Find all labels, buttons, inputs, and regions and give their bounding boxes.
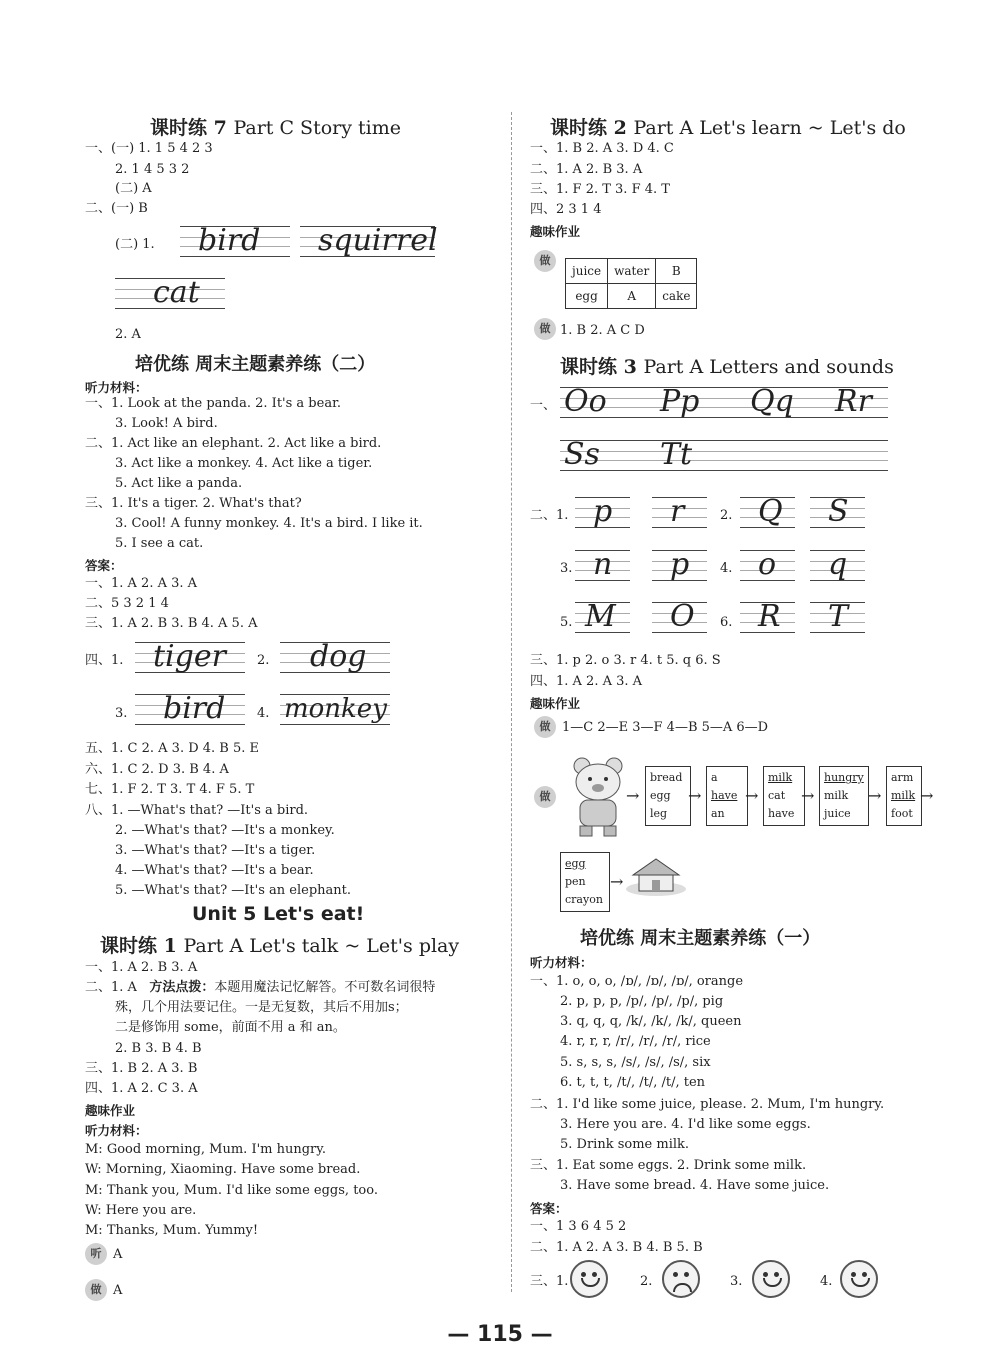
answer-line: 4. <box>720 561 733 576</box>
arrow-icon: → <box>745 786 759 805</box>
do-icon: 做 <box>85 1279 107 1301</box>
box-word: egg <box>650 789 671 802</box>
box-word: leg <box>650 807 668 820</box>
handwritten-letters: Tt <box>660 437 693 472</box>
house-icon <box>625 855 687 897</box>
handwriting-line <box>740 548 795 582</box>
script-line: 3. Cool! A funny monkey. 4. It's a bird. I like it. <box>115 516 423 531</box>
answers-label: 答案： <box>530 1201 568 1216</box>
answer-line: 5. <box>560 615 573 630</box>
handwriting-line <box>560 438 888 472</box>
script-line: 3. Here you are. 4. I'd like some eggs. <box>560 1117 811 1132</box>
heading-cn: 课时练 1 <box>100 935 177 957</box>
answer-line: 三、1. B 2. A 3. B <box>85 1061 198 1076</box>
word-grid <box>565 258 697 309</box>
box-word: pen <box>565 875 586 888</box>
answer-line: 四、1. <box>85 653 124 668</box>
section-heading: 培优练 周末主题素养练（一） <box>580 928 821 949</box>
section-heading <box>550 113 906 140</box>
script-line: 6. t, t, t, /t/, /t/, /t/, ten <box>560 1075 706 1090</box>
answer-line: 一、(一) 1. 1 5 4 2 3 <box>85 141 213 156</box>
answer-line: 6. <box>720 615 733 630</box>
handwritten-letters: Ss <box>564 437 600 472</box>
dialogue-line: M: Thanks, Mum. Yummy! <box>85 1223 259 1238</box>
script-line: 一、1. o, o, o, /ɒ/, /ɒ/, /ɒ/, orange <box>530 974 744 989</box>
handwritten-letters: Pp <box>660 384 700 419</box>
answer-line: 二、1. <box>530 508 569 523</box>
answer-line: 4. <box>257 706 270 721</box>
answer-line: 二、5 3 2 1 4 <box>85 596 169 611</box>
dialogue-line: W: Here you are. <box>85 1203 197 1218</box>
handwritten-letter: S <box>828 494 849 529</box>
answer-line: 3. <box>560 561 573 576</box>
word-box <box>819 766 869 826</box>
answer-line: 4. —What's that? —It's a bear. <box>115 863 314 878</box>
unit-title: Unit 5 Let's eat! <box>192 903 365 925</box>
answer-line: 二、(一) B <box>85 201 148 216</box>
word-box <box>706 766 748 826</box>
word-box <box>763 766 805 826</box>
listening-label: 听力材料： <box>85 1123 148 1138</box>
do-icon: 做 <box>534 250 556 272</box>
tip-label: 方法点拨： <box>149 980 215 995</box>
handwriting-line <box>300 223 438 258</box>
handwritten-letter: n <box>593 547 613 582</box>
handwritten-letter: o <box>758 547 777 582</box>
answer-line: 一、1. A 2. A 3. A <box>85 576 198 591</box>
handwriting-line <box>180 224 290 258</box>
arrow-icon: → <box>688 786 702 805</box>
answer-line: (二) A <box>115 181 152 196</box>
answer-line: 七、1. F 2. T 3. T 4. F 5. T <box>85 782 255 797</box>
script-line: 5. Drink some milk. <box>560 1137 690 1152</box>
grid-cell: cake <box>656 284 697 309</box>
handwriting-line <box>652 495 707 529</box>
sad-face-icon <box>662 1260 700 1298</box>
script-line: 3. Look! A bird. <box>115 416 218 431</box>
answer-line: 2. A <box>115 327 141 342</box>
handwritten-word: monkey <box>284 694 387 724</box>
handwriting-line <box>280 692 390 726</box>
handwritten-word: bird <box>163 691 226 726</box>
column-divider <box>511 112 512 1292</box>
grid-cell: water <box>608 259 656 284</box>
handwritten-word: squirrel <box>318 223 438 258</box>
box-word: have <box>768 807 795 820</box>
grid-cell: juice <box>566 259 608 284</box>
script-line: 二、1. I'd like some juice, please. 2. Mum, I'm hungry. <box>530 1097 885 1112</box>
answer-line: 八、1. —What's that? —It's a bird. <box>85 803 309 818</box>
handwritten-letter: R <box>758 599 781 634</box>
box-word: crayon <box>565 893 603 906</box>
heading-en: Part C Story time <box>233 117 401 139</box>
answer-line: 2. <box>640 1274 653 1289</box>
handwritten-letter: T <box>828 599 849 634</box>
smiley-face-icon <box>752 1260 790 1298</box>
grid-cell: A <box>608 284 656 309</box>
answer-line: 三、1. p 2. o 3. r 4. t 5. q 6. S <box>530 653 721 668</box>
script-line: 4. r, r, r, /r/, /r/, /r/, rice <box>560 1034 711 1049</box>
handwritten-word: bird <box>198 223 261 258</box>
answer-line: 一、1. B 2. A 3. D 4. C <box>530 141 674 156</box>
fun-homework-label: 趣味作业 <box>85 1103 136 1118</box>
heading-cn: 课时练 3 <box>560 356 637 378</box>
tip-text: 二是修饰用 some，前面不用 a 和 an。 <box>115 1020 346 1035</box>
handwriting-line <box>740 495 795 529</box>
do-icon: 做 <box>534 716 556 738</box>
handwriting-line <box>810 548 865 582</box>
answer-line: 2. 1 4 5 3 2 <box>115 162 190 177</box>
section-heading <box>150 113 401 140</box>
arrow-icon: → <box>920 786 934 805</box>
heading-cn: 课时练 2 <box>550 117 627 139</box>
heading-en: Part A Let's talk ~ Let's play <box>183 935 460 957</box>
section-heading <box>100 931 459 958</box>
listen-icon: 听 <box>85 1243 107 1265</box>
answer-line: 二、1. A 2. B 3. A <box>530 162 643 177</box>
word-box <box>886 766 922 826</box>
handwriting-line <box>740 600 795 634</box>
script-line: 一、1. Look at the panda. 2. It's a bear. <box>85 396 341 411</box>
answer-line: A <box>113 1283 123 1298</box>
dialogue-line: M: Thank you, Mum. I'd like some eggs, too. <box>85 1183 378 1198</box>
answer-line: 2. —What's that? —It's a monkey. <box>115 823 335 838</box>
answer-line: 三、1. <box>530 1274 569 1289</box>
script-line: 3. Act like a monkey. 4. Act like a tiger. <box>115 456 373 471</box>
heading-en: Part A Let's learn ~ Let's do <box>633 117 906 139</box>
handwriting-line <box>575 495 630 529</box>
handwriting-line <box>115 276 225 310</box>
handwritten-letter: Q <box>758 494 783 529</box>
script-line: 5. I see a cat. <box>115 536 204 551</box>
handwriting-line <box>560 385 888 419</box>
script-line: 3. q, q, q, /k/, /k/, /k/, queen <box>560 1014 742 1029</box>
box-word: arm <box>891 771 914 784</box>
word-box <box>645 766 691 826</box>
box-word: egg <box>565 857 586 870</box>
script-line: 5. s, s, s, /s/, /s/, /s/, six <box>560 1055 711 1070</box>
smiley-face-icon <box>840 1260 878 1298</box>
answer-line: 1—C 2—E 3—F 4—B 5—A 6—D <box>562 720 769 735</box>
fun-homework-label: 趣味作业 <box>530 224 581 239</box>
answer-line: 五、1. C 2. A 3. D 4. B 5. E <box>85 741 260 756</box>
box-word: have <box>711 789 738 802</box>
answer-line: 3. —What's that? —It's a tiger. <box>115 843 316 858</box>
answer-line: 3. <box>115 706 128 721</box>
handwritten-letter: r <box>670 494 685 529</box>
arrow-icon: → <box>801 786 815 805</box>
listening-label: 听力材料： <box>85 380 148 395</box>
script-line: 三、1. It's a tiger. 2. What's that? <box>85 496 302 511</box>
handwriting-line <box>652 600 707 634</box>
do-icon: 做 <box>534 318 556 340</box>
answer-line: 2. <box>257 653 270 668</box>
tip-text: 殊，几个用法要记住。一是无复数，其后不用加s； <box>115 1000 408 1015</box>
box-word: foot <box>891 807 913 820</box>
answer-line <box>85 980 435 996</box>
answer-line: 二、1. A 2. A 3. B 4. B 5. B <box>530 1240 703 1255</box>
script-line: 2. p, p, p, /p/, /p/, /p/, pig <box>560 994 724 1009</box>
heading-en: Part A Letters and sounds <box>643 356 894 378</box>
tip-text: 本题用魔法记忆解答。不可数名词很特 <box>214 980 436 995</box>
handwriting-line <box>575 600 630 634</box>
handwriting-line <box>280 640 390 674</box>
answer-line: 1. B 2. A C D <box>560 323 645 338</box>
answer-line: 三、1. F 2. T 3. F 4. T <box>530 182 670 197</box>
handwritten-letter: q <box>828 547 848 582</box>
script-line: 3. Have some bread. 4. Have some juice. <box>560 1178 830 1193</box>
handwriting-line <box>575 548 630 582</box>
listening-label: 听力材料： <box>530 955 593 970</box>
answer-line: (二) 1. <box>115 237 155 252</box>
handwriting-line <box>810 600 865 634</box>
handwritten-letter: M <box>585 599 616 634</box>
dialogue-line: W: Morning, Xiaoming. Have some bread. <box>85 1162 361 1177</box>
box-word: cat <box>768 789 786 802</box>
dialogue-line: M: Good morning, Mum. I'm hungry. <box>85 1142 327 1157</box>
grid-cell: egg <box>566 284 608 309</box>
answer-line: 四、1. A 2. C 3. A <box>85 1081 198 1096</box>
box-word: milk <box>824 789 849 802</box>
handwritten-letter: O <box>670 599 695 634</box>
section-heading: 培优练 周末主题素养练（二） <box>135 354 376 375</box>
page-number: — 115 — <box>447 1322 553 1347</box>
answer-line: 四、1. A 2. A 3. A <box>530 674 643 689</box>
handwritten-word: cat <box>153 275 200 310</box>
table-row <box>566 284 697 309</box>
smiley-face-icon <box>570 1260 608 1298</box>
box-word: a <box>711 771 718 784</box>
handwritten-letters: Rr <box>835 384 872 419</box>
heading-cn: 课时练 7 <box>150 117 227 139</box>
arrow-icon: → <box>626 786 640 805</box>
answer-text: 二、1. A <box>85 980 137 995</box>
answer-line: 一、1 3 6 4 5 2 <box>530 1219 627 1234</box>
answer-line: 一、1. A 2. B 3. A <box>85 960 198 975</box>
answer-line: 5. —What's that? —It's an elephant. <box>115 883 352 898</box>
do-icon: 做 <box>534 786 556 808</box>
handwritten-word: dog <box>310 639 367 674</box>
table-row <box>566 259 697 284</box>
box-word: an <box>711 807 725 820</box>
handwritten-word: tiger <box>153 639 226 674</box>
script-line: 三、1. Eat some eggs. 2. Drink some milk. <box>530 1158 807 1173</box>
box-word: hungry <box>824 771 864 784</box>
handwriting-line <box>810 495 865 529</box>
handwritten-letters: Oo <box>564 384 607 419</box>
answer-line: A <box>113 1247 123 1262</box>
script-line: 5. Act like a panda. <box>115 476 243 491</box>
answer-line: 三、1. A 2. B 3. B 4. A 5. A <box>85 616 258 631</box>
handwriting-line <box>135 640 245 674</box>
answers-label: 答案： <box>85 558 123 573</box>
handwritten-letter: p <box>593 494 613 529</box>
answer-line: 2. B 3. B 4. B <box>115 1041 202 1056</box>
handwriting-line <box>652 548 707 582</box>
answer-line: 3. <box>730 1274 743 1289</box>
word-box <box>560 852 610 912</box>
box-word: bread <box>650 771 683 784</box>
answer-line: 一、 <box>530 398 557 413</box>
answer-line: 4. <box>820 1274 833 1289</box>
handwriting-line <box>135 692 245 726</box>
handwritten-letter: p <box>670 547 690 582</box>
box-word: milk <box>768 771 793 784</box>
arrow-icon: → <box>868 786 882 805</box>
arrow-icon: → <box>610 872 624 891</box>
box-word: milk <box>891 789 916 802</box>
answer-line: 六、1. C 2. D 3. B 4. A <box>85 762 229 777</box>
fun-homework-label: 趣味作业 <box>530 696 581 711</box>
grid-cell: B <box>656 259 697 284</box>
box-word: juice <box>824 807 851 820</box>
answer-line: 四、2 3 1 4 <box>530 202 602 217</box>
section-heading <box>560 352 894 379</box>
handwritten-letters: Qq <box>750 384 794 419</box>
answer-line: 2. <box>720 508 733 523</box>
script-line: 二、1. Act like an elephant. 2. Act like a bird. <box>85 436 382 451</box>
